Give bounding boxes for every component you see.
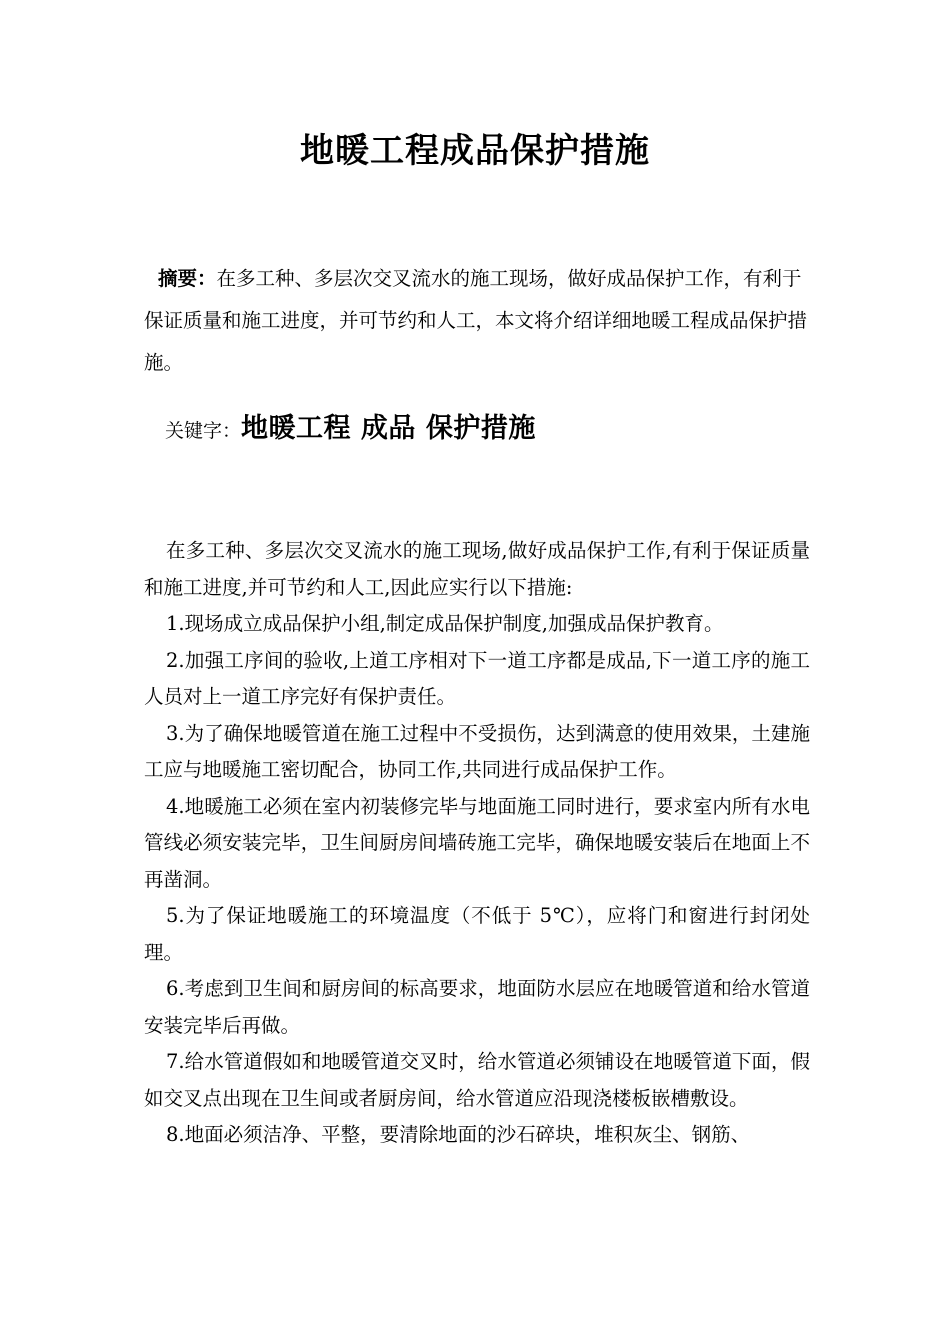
paragraph-item-7: 7.给水管道假如和地暖管道交叉时，给水管道必须铺设在地暖管道下面，假如交叉点出现在卫生间或者厨房间，给水管道应沿现浇楼板嵌槽敷设。 — [144, 1050, 810, 1110]
abstract-first-line — [144, 267, 807, 374]
document-title: 地暖工程成品保护措施 — [300, 131, 650, 171]
abstract-label: 摘要： — [158, 267, 217, 290]
keywords-section — [165, 408, 536, 452]
paragraph-item-5: 5.为了保证地暖施工的环境温度（不低于 5℃），应将门和窗进行封闭处理。 — [144, 904, 810, 964]
keywords-value: 地暖工程 成品 保护措施 — [241, 413, 536, 444]
keywords-label: 关键字： — [165, 420, 242, 442]
paragraph-item-3: 3.为了确保地暖管道在施工过程中不受损伤，达到满意的使用效果，土建施工应与地暖施工密切配合，协同工作,共同进行成品保护工作。 — [144, 721, 810, 781]
paragraph-intro: 在多工种、多层次交叉流水的施工现场,做好成品保护工作,有利于保证质量和施工进度,并可节约和人工,因此应实行以下措施: — [144, 539, 810, 599]
paragraph-item-6: 6.考虑到卫生间和厨房间的标高要求，地面防水层应在地暖管道和给水管道安装完毕后再做。 — [144, 977, 810, 1037]
abstract-text: 在多工种、多层次交叉流水的施工现场，做好成品保护工作，有利于保证质量和施工进度，并可节约和人工，本文将介绍详细地暖工程成品保护措施。 — [144, 267, 808, 374]
paragraph-item-2: 2.加强工序间的验收,上道工序相对下一道工序都是成品,下一道工序的施工人员对上一道工序完好有保护责任。 — [144, 648, 810, 708]
paragraph-item-4: 4.地暖施工必须在室内初装修完毕与地面施工同时进行，要求室内所有水电管线必须安装完毕，卫生间厨房间墙砖施工完毕，确保地暖安装后在地面上不再凿洞。 — [144, 794, 810, 891]
paragraph-item-8: 8.地面必须洁净、平整，要清除地面的沙石碎块，堆积灰尘、钢筋、 — [166, 1123, 751, 1146]
document-body — [144, 533, 810, 1154]
abstract-section — [144, 258, 810, 384]
paragraph-item-1: 1.现场成立成品保护小组,制定成品保护制度,加强成品保护教育。 — [166, 612, 724, 635]
